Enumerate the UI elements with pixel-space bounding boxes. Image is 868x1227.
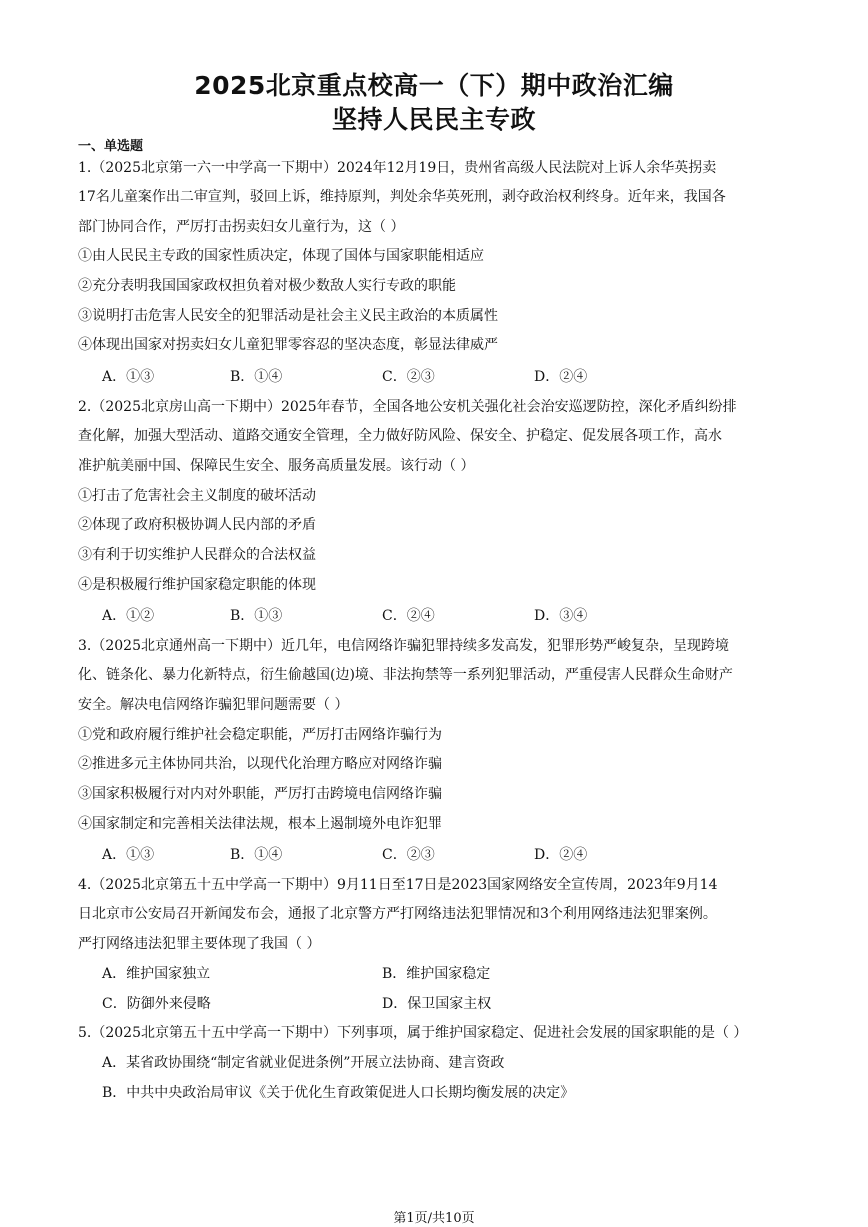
question-2-statement-3: ③有利于切实维护人民群众的合法权益 bbox=[78, 547, 316, 563]
question-1-statement-2: ②充分表明我国国家政权担负着对极少数敌人实行专政的职能 bbox=[78, 278, 456, 294]
option-c: C．②③ bbox=[382, 847, 435, 863]
option-b: B．①④ bbox=[230, 369, 283, 385]
option-a: A．①③ bbox=[102, 847, 155, 863]
question-2-line-3: 准护航美丽中国、保障民生安全、服务高质量发展。该行动（ ） bbox=[78, 458, 475, 474]
question-3-options bbox=[102, 844, 802, 864]
question-3-line-3: 安全。解决电信网络诈骗犯罪问题需要（ ） bbox=[78, 697, 349, 713]
document-subtitle: 坚持人民民主专政 bbox=[331, 105, 536, 134]
option-d: D．保卫国家主权 bbox=[382, 996, 492, 1012]
question-5-option-a: A．某省政协围绕“制定省就业促进条例”开展立法协商、建言资政 bbox=[102, 1055, 505, 1071]
question-1-statement-4: ④体现出国家对拐卖妇女儿童犯罪零容忍的坚决态度，彰显法律威严 bbox=[78, 337, 498, 353]
question-2-line-2: 查化解，加强大型活动、道路交通安全管理，全力做好防风险、保安全、护稳定、促发展各项工作，高水 bbox=[78, 428, 722, 444]
option-d: D．②④ bbox=[534, 847, 588, 863]
question-2-statement-2: ②体现了政府积极协调人民内部的矛盾 bbox=[78, 517, 316, 533]
question-1-statement-1: ①由人民民主专政的国家性质决定，体现了国体与国家职能相适应 bbox=[78, 248, 484, 264]
question-1-statement-3: ③说明打击危害人民安全的犯罪活动是社会主义民主政治的本质属性 bbox=[78, 308, 498, 324]
question-2-options bbox=[102, 605, 802, 625]
question-3-statement-4: ④国家制定和完善相关法律法规，根本上遏制境外电诈犯罪 bbox=[78, 816, 442, 832]
question-4-line-2: 日北京市公安局召开新闻发布会，通报了北京警方严打网络违法犯罪情况和3个利用网络违法犯罪案例。 bbox=[78, 906, 717, 922]
option-a: A．维护国家独立 bbox=[102, 966, 211, 982]
option-b: B．①④ bbox=[230, 847, 283, 863]
document-title: 2025北京重点校高一（下）期中政治汇编 bbox=[194, 71, 674, 100]
option-a: A．①③ bbox=[102, 369, 155, 385]
option-c: C．②③ bbox=[382, 369, 435, 385]
option-b: B．①③ bbox=[230, 608, 283, 624]
page-footer: 第1页/共10页 bbox=[393, 1211, 475, 1226]
question-2-statement-1: ①打击了危害社会主义制度的破坏活动 bbox=[78, 488, 316, 504]
option-c: C．防御外来侵略 bbox=[102, 996, 211, 1012]
question-2-statement-4: ④是积极履行维护国家稳定职能的体现 bbox=[78, 577, 316, 593]
option-d: D．③④ bbox=[534, 608, 588, 624]
option-d: D．②④ bbox=[534, 369, 588, 385]
option-c: C．②④ bbox=[382, 608, 435, 624]
question-3-statement-1: ①党和政府履行维护社会稳定职能，严厉打击网络诈骗行为 bbox=[78, 727, 442, 743]
question-5-line-1: 5.（2025北京第五十五中学高一下期中）下列事项，属于维护国家稳定、促进社会发展的国家职能的是（ ） bbox=[78, 1025, 748, 1041]
question-4-line-1: 4.（2025北京第五十五中学高一下期中）9月11日至17日是2023国家网络安全宣传周，2023年9月14 bbox=[78, 877, 718, 893]
question-1-line-3: 部门协同合作，严厉打击拐卖妇女儿童行为，这（ ） bbox=[78, 219, 405, 235]
question-2-line-1: 2.（2025北京房山高一下期中）2025年春节，全国各地公安机关强化社会治安巡逻防控，深化矛盾纠纷排 bbox=[78, 399, 737, 415]
question-1-options bbox=[102, 366, 802, 386]
question-3-line-2: 化、链条化、暴力化新特点，衍生偷越国(边)境、非法拘禁等一系列犯罪活动，严重侵害人民群众生命财产 bbox=[78, 667, 733, 683]
question-3-statement-2: ②推进多元主体协同共治，以现代化治理方略应对网络诈骗 bbox=[78, 756, 442, 772]
option-a: A．①② bbox=[102, 608, 155, 624]
question-4-line-3: 严打网络违法犯罪主要体现了我国（ ） bbox=[78, 936, 321, 952]
question-4-options-row-1 bbox=[102, 963, 802, 983]
section-heading: 一、单选题 bbox=[78, 139, 144, 154]
question-4-options-row-2 bbox=[102, 993, 802, 1013]
question-3-statement-3: ③国家积极履行对内对外职能，严厉打击跨境电信网络诈骗 bbox=[78, 786, 442, 802]
question-1-line-2: 17名儿童案作出二审宣判，驳回上诉，维持原判，判处余华英死刑，剥夺政治权利终身。近年来，我国各 bbox=[78, 189, 726, 205]
question-3-line-1: 3.（2025北京通州高一下期中）近几年，电信网络诈骗犯罪持续多发高发，犯罪形势严峻复杂，呈现跨境 bbox=[78, 638, 729, 654]
option-b: B．维护国家稳定 bbox=[382, 966, 491, 982]
question-5-option-b: B．中共中央政治局审议《关于优化生育政策促进人口长期均衡发展的决定》 bbox=[102, 1085, 575, 1101]
question-1-line-1: 1.（2025北京第一六一中学高一下期中）2024年12月19日，贵州省高级人民法院对上诉人余华英拐卖 bbox=[78, 160, 717, 176]
